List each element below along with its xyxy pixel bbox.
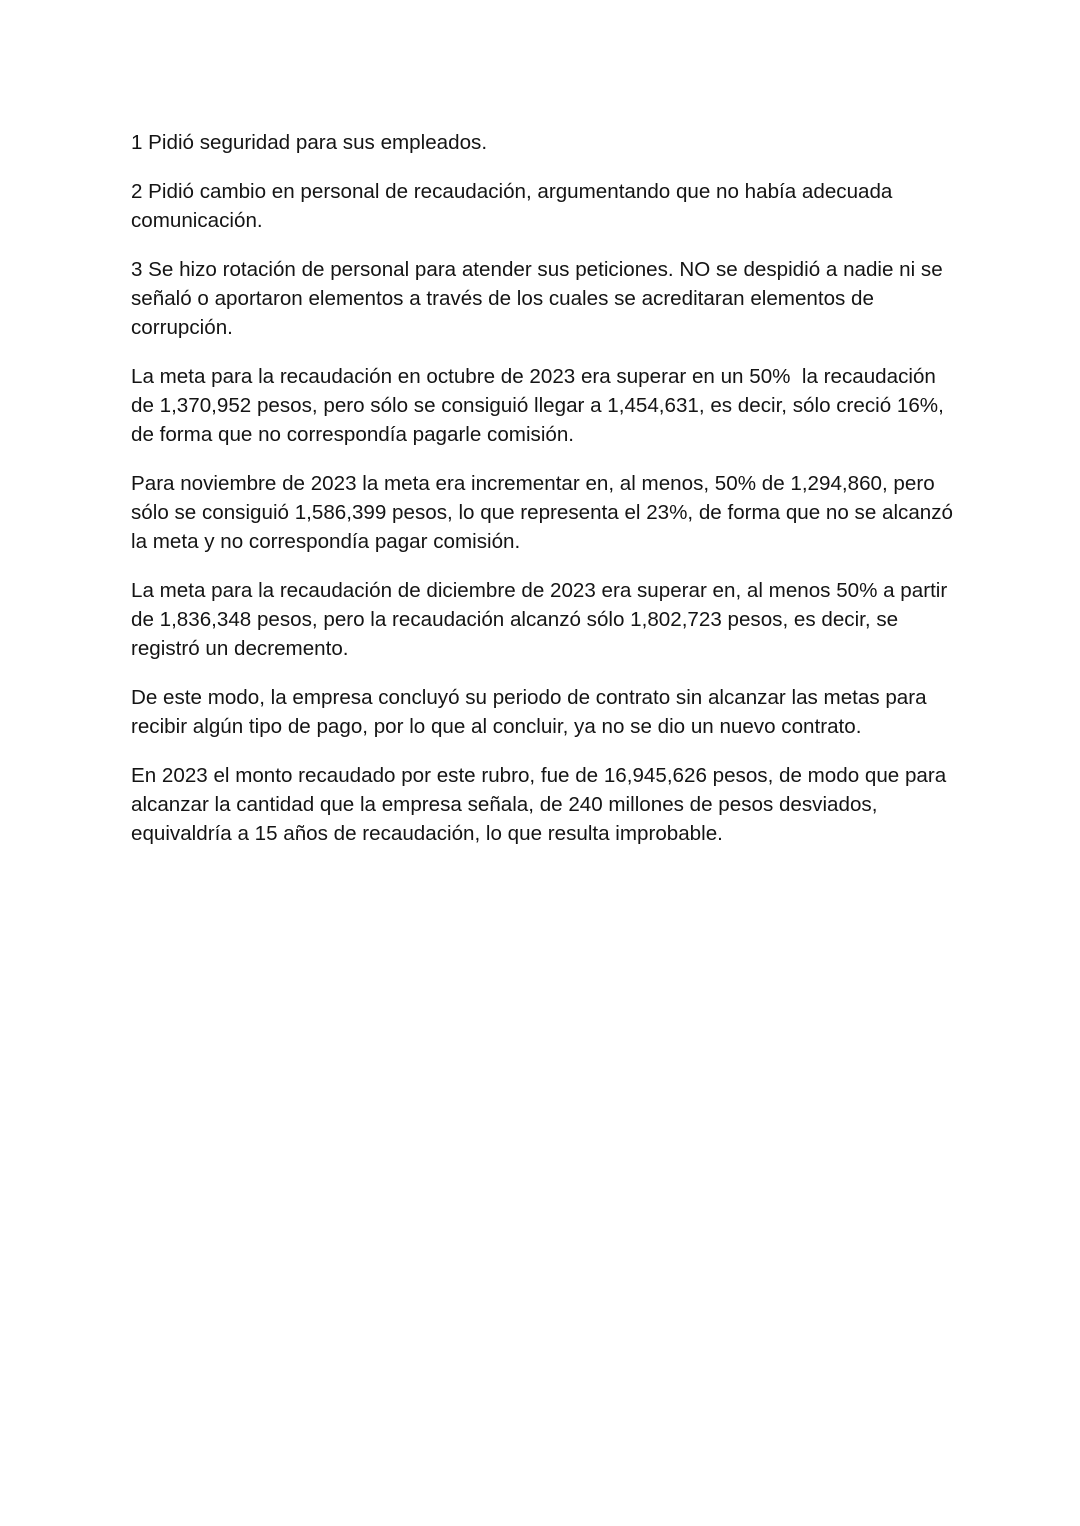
paragraph-contract-conclusion: De este modo, la empresa concluyó su periodo de contrato sin alcanzar las metas para recibir algún tipo de pago, por lo que al concluir, ya no se dio un nuevo contrato. bbox=[131, 686, 933, 738]
paragraph-december-goal: La meta para la recaudación de diciembre de 2023 era superar en, al menos 50% a partir de 1,836,348 pesos, pero la recaudación alcanzó sólo 1,802,723 pesos, es decir, se registró un decremento. bbox=[131, 579, 953, 660]
paragraph-2: 2 Pidió cambio en personal de recaudación, argumentando que no había adecuada comunicación. bbox=[131, 180, 899, 232]
paragraph-2023-total: En 2023 el monto recaudado por este rubro, fue de 16,945,626 pesos, de modo que para alcanzar la cantidad que la empresa señala, de 240 millones de pesos desviados, equivaldría a 15 años de recaudación, lo que resulta improbable. bbox=[131, 764, 952, 845]
paragraph-october-goal: La meta para la recaudación en octubre de 2023 era superar en un 50% la recaudación de 1,370,952 pesos, pero sólo se consiguió llegar a 1,454,631, es decir, sólo creció 16%, de forma que no correspondía pagarle comisión. bbox=[131, 365, 950, 446]
paragraph-1: 1 Pidió seguridad para sus empleados. bbox=[131, 131, 488, 154]
paragraph-3: 3 Se hizo rotación de personal para atender sus peticiones. NO se despidió a nadie ni se señaló o aportaron elementos a través de los cuales se acreditaran elementos de corrupción. bbox=[131, 258, 949, 339]
document-page bbox=[131, 128, 959, 868]
paragraph-november-goal: Para noviembre de 2023 la meta era incrementar en, al menos, 50% de 1,294,860, pero sólo se consiguió 1,586,399 pesos, lo que representa el 23%, de forma que no se alcanzó la meta y no correspondía pagar comisión. bbox=[131, 472, 959, 553]
